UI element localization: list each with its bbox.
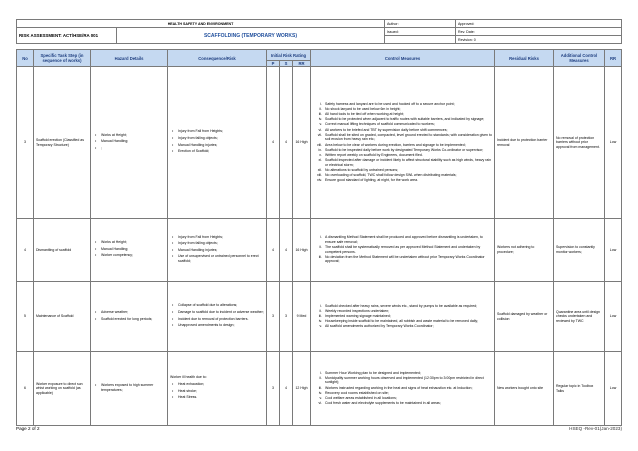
control-item: iii. Implemented warning signage maintained;: [318, 313, 391, 318]
control-item: iii. Workers instructed regarding working in the heat and signs of heat exhaustion etc. at Induction;: [318, 385, 473, 390]
consequence-cell: [168, 67, 267, 219]
residual-risk: Scaffold damaged by weather or collision: [495, 282, 554, 352]
consequence-item: • Manual Handling injuries;: [178, 143, 264, 148]
task-step: Maintenance of Scaffold: [34, 282, 91, 352]
control-item: vi. All workers to be briefed and TBT by supervision daily before shift commences;: [318, 127, 448, 132]
blank-cell: [385, 36, 456, 44]
consequence-item: • Heat exhaustion;: [178, 382, 264, 387]
severity: 4: [280, 67, 293, 219]
table-row: [17, 219, 622, 282]
probability: 4: [267, 219, 280, 282]
org-title: HEALTH SAFETY AND ENVIRONMENT: [17, 20, 385, 28]
hazard-item: • ;: [101, 146, 165, 151]
control-item: x. Written report weekly on scaffold by Engineers, document filed.: [319, 152, 423, 157]
consequence-item: • Use of unsupervised or untrained personnel to erect scaffold;: [178, 254, 264, 263]
consequence-item: • Erection of Scaffold;: [178, 149, 264, 154]
col-no: No: [17, 50, 34, 67]
hazard-item: • Scaffold erected for long periods;: [101, 317, 165, 322]
control-item: ii. The scaffold shall be systematically removed as per approved Method Statement and undertaken by competent persons.: [319, 245, 481, 254]
probability: 4: [267, 67, 280, 219]
col-residual: Residual Risks: [495, 50, 554, 67]
residual-risk: New workers bought onto site: [495, 352, 554, 426]
doc-ref: RISK ASSESSMENT: ACT/HSE/RA 001: [17, 28, 117, 44]
residual-rating: Low: [605, 282, 622, 352]
consequence-item: • Injury from Fall from Heights;: [178, 235, 264, 240]
control-measures: [311, 219, 495, 282]
issued-label: Issued:: [385, 28, 456, 36]
row-number: 4: [17, 219, 34, 282]
control-measures: [311, 282, 495, 352]
control-item: iii. No deviation from the Method Statement will be undertaken without prior Temporary Works Coordinator approval;: [318, 254, 485, 264]
col-controls: Control Measures: [311, 50, 495, 67]
severity: 3: [280, 282, 293, 352]
col-rr: RR: [293, 61, 311, 67]
risk-rating: 16 High: [293, 67, 311, 219]
consequence-item: • Injury from Fall from Heights;: [178, 129, 264, 134]
control-item: i. Scaffold checked after heavy rains, severe winds etc., stand by pumps to be available as required;: [320, 303, 478, 308]
control-item: viii. Area below to be clear of workers during erection, barriers and signage to be implemented;: [316, 142, 466, 147]
control-item: iv. Recovery cool rooms established on site;: [318, 390, 389, 395]
hazard-cell: [91, 67, 168, 219]
residual-risk: Incident due to protection barrier removal: [495, 67, 554, 219]
col-task: Specific Task Step (in sequence of works): [34, 50, 91, 67]
control-item: iii. All hand tools to be tied off when working at height;: [318, 111, 404, 116]
task-step: Scaffold erection (Classified as Temporary Structure): [34, 67, 91, 219]
consequence-item: • Damage to scaffold due to incident or adverse weather;: [178, 310, 264, 315]
residual-rating: Low: [605, 219, 622, 282]
col-p: P: [267, 61, 280, 67]
residual-risk: Workers not adhering to procedure;: [495, 219, 554, 282]
hazard-cell: [91, 282, 168, 352]
col-additional: Additional Control Measures: [554, 50, 605, 67]
col-initial-risk: Initial Risk Rating: [267, 50, 311, 61]
probability: 3: [267, 282, 280, 352]
risk-rating: 12 High: [293, 352, 311, 426]
table-row: [17, 282, 622, 352]
author-label: Author:: [385, 20, 456, 28]
document-header: [16, 19, 622, 44]
consequence-intro: Worker ill health due to:: [170, 375, 207, 380]
doc-title: SCAFFOLDING (TEMPORARY WORKS): [117, 28, 385, 44]
control-item: ii. Weekly recorded inspections undertaken;: [319, 308, 390, 313]
control-item: xii. No alterations to scaffold by untrained persons;: [317, 167, 399, 172]
severity: 4: [280, 219, 293, 282]
consequence-item: • Injury from falling objects;: [178, 241, 264, 246]
control-measures: [311, 67, 495, 219]
document-reference: HSEQ -Rev-01(Jan-2023): [569, 426, 622, 431]
consequence-cell: [168, 219, 267, 282]
consequence-item: • Heat Stress.: [178, 395, 264, 400]
col-rr2: RR: [605, 50, 622, 67]
control-item: vii. Scaffold shall be sited on graded, compacted, level ground erected to standards; with consideration given to soil erosion from heavy rain etc.;: [317, 132, 492, 142]
rev-date-label: Rev. Date:: [456, 28, 622, 36]
control-item: v. Correct manual lifting techniques of scaffold communicated to workers;: [319, 122, 435, 127]
additional-control: Supervision to constantly monitor workers;: [554, 219, 605, 282]
consequence-item: • Collapse of scaffold due to alterations;: [178, 303, 264, 308]
control-item: ix. Scaffold to be inspected daily before work by designated Temporary Works Co-ordinator or supervisor;: [318, 147, 484, 152]
control-item: i. A dismantling Method Statement shall be produced and approved before dismantling is undertaken, to ensure safe removal;: [320, 235, 483, 244]
control-item: xi. Scaffold inspected after damage or incident likely to affect structural stability such as high winds, heavy rain or electrical storm;: [318, 158, 492, 167]
page-number: Page 2 of 2: [16, 426, 40, 431]
control-item: v. Cool welfare areas established in all locations;: [319, 395, 397, 400]
probability: 3: [267, 352, 280, 426]
consequence-item: • Injury from falling objects;: [178, 136, 264, 141]
additional-control: Quarantine area until design checks undertaken and reviewed by TWC: [554, 282, 605, 352]
risk-rating: 9 Med: [293, 282, 311, 352]
control-item: xiii. No overloading of scaffold, TWC shall follow design SWL when distributing materials;: [316, 173, 457, 178]
col-consequence: Consequence/Risk: [168, 50, 267, 67]
hazard-cell: [91, 219, 168, 282]
hazard-item: • Workers exposed to high summer temperatures;: [101, 383, 165, 392]
revision-label: Revision: 0: [456, 36, 622, 44]
additional-control: Regular topic in Toolbox Talks: [554, 352, 605, 426]
control-item: vi. Cool fresh water and electrolyte supplements to be maintained in all areas;: [318, 401, 441, 406]
hazard-item: • Manual Handling;: [101, 247, 165, 252]
control-item: iv. Scaffold to be protected when adjacent to traffic routes with suitable barriers, and indicated by signage;: [318, 117, 485, 122]
task-step: Worker exposure to direct sun whist working on scaffold (as applicable): [34, 352, 91, 426]
consequence-item: • Unapproved amendments to design;: [178, 323, 264, 328]
risk-rating: 16 High: [293, 219, 311, 282]
row-number: 6: [17, 352, 34, 426]
residual-rating: Low: [605, 352, 622, 426]
severity: 4: [280, 352, 293, 426]
hazard-item: • Manual Handling;: [101, 139, 165, 144]
table-row: [17, 67, 622, 219]
hazard-item: • Worker competency;: [101, 253, 165, 258]
control-item: i. Summer Hour Working plan to be designed and implemented;: [320, 370, 421, 375]
consequence-cell: [168, 282, 267, 352]
control-item: ii. Municipality summer working hours observed and implemented (12:30pm to 3:00pm restricted in direct sunlight);: [319, 375, 484, 385]
row-number: 3: [17, 67, 34, 219]
consequence-item: • Incident due to removal of protection barriers.: [178, 317, 264, 322]
col-s: S: [280, 61, 293, 67]
hazard-item: • Works at Height;: [101, 240, 165, 245]
additional-control: No removal of protection barriers without prior approval from management.: [554, 67, 605, 219]
risk-assessment-table: [16, 49, 622, 426]
consequence-item: • Heat stroke;: [178, 389, 264, 394]
hazard-cell: [91, 352, 168, 426]
row-number: 5: [17, 282, 34, 352]
control-item: iv. Housekeeping inside scaffold to be maintained, all rubbish and waste material to be removed daily;: [318, 319, 479, 324]
residual-rating: Low: [605, 67, 622, 219]
control-item: xiv. Ensure good standard of lighting, at night, for the work area.: [317, 178, 419, 183]
hazard-item: • Adverse weather;: [101, 310, 165, 315]
control-measures: [311, 352, 495, 426]
consequence-cell: [168, 352, 267, 426]
control-item: v. All scaffold amendments authorized by Temporary Works Coordinator;: [319, 324, 434, 329]
hazard-item: • Works at Height;: [101, 133, 165, 138]
control-item: i. Safety harness and lanyard are to be used and hooked off to a secure anchor point;: [320, 101, 455, 106]
consequence-item: • Manual Handling injuries;: [178, 248, 264, 253]
approved-label: Approved:: [456, 20, 622, 28]
table-row: [17, 352, 622, 426]
control-item: ii. No shock lanyard to be used below 6m in height;: [319, 106, 401, 111]
task-step: Dismantling of scaffold: [34, 219, 91, 282]
col-hazard: Hazard Details: [91, 50, 168, 67]
